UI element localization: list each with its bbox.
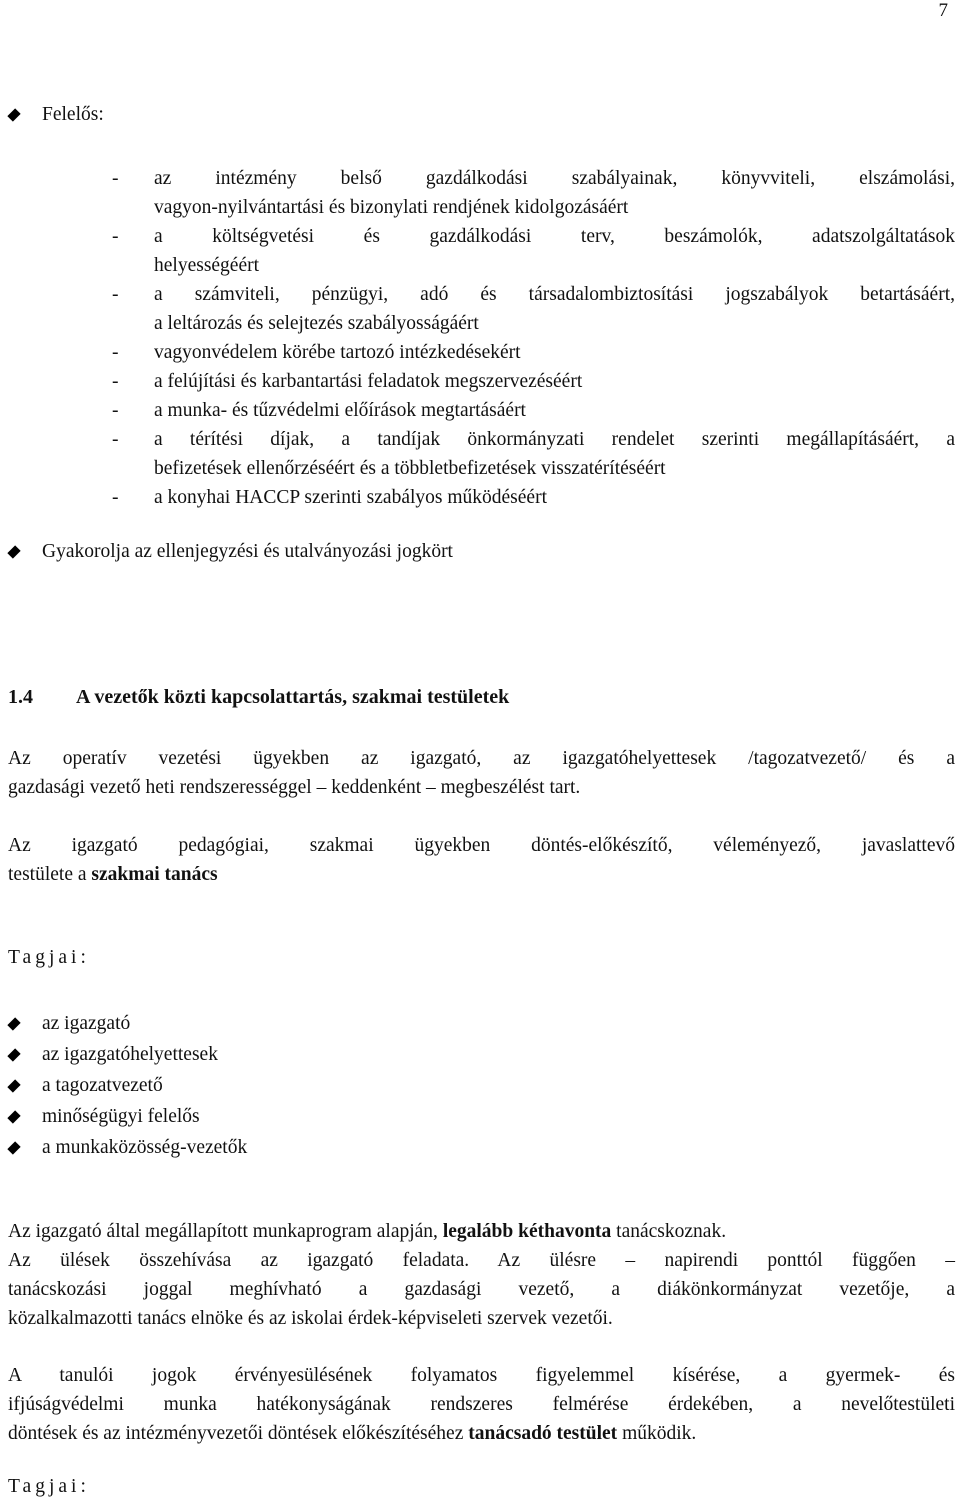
members-label-2: Tagjai: <box>8 1476 90 1497</box>
authority-line <box>8 541 453 563</box>
bold-term: legalább kéthavonta <box>442 1221 612 1242</box>
list-item: - a felújítási és karbantartási feladatok megszervezéséért <box>112 367 955 396</box>
list-item-continuation: befizetések ellenőrzéséért és a többletbefizetések visszatérítéséért <box>154 458 666 479</box>
list-item-continuation: helyességéért <box>154 255 260 276</box>
list-item: - az intézmény belső gazdálkodási szabályainak, könyvviteli, elszámolási, <box>112 164 955 193</box>
paragraph-line: Az igazgató által megállapított munkaprogram alapján, legalább kéthavonta tanácskoznak. <box>8 1221 727 1242</box>
diamond-bullet-icon <box>8 1140 20 1156</box>
paragraph-line: A tanulói jogok érvényesülésének folyamatos figyelemmel kísérése, a gyermek- és <box>8 1365 955 1386</box>
diamond-bullet-icon <box>8 107 20 123</box>
section-heading <box>8 686 509 709</box>
paragraph-line: gazdasági vezető heti rendszerességgel – keddenként – megbeszélést tart. <box>8 777 581 798</box>
member-list <box>8 1008 247 1163</box>
member-item: a munkaközösség-vezetők <box>8 1132 247 1163</box>
section-number: 1.4 <box>8 686 33 708</box>
list-item-continuation: vagyon-nyilvántartási és bizonylati rendjének kidolgozásáért <box>154 197 629 218</box>
diamond-bullet-icon <box>8 1047 20 1063</box>
paragraph-operative <box>8 744 955 802</box>
list-item: - a konyhai HACCP szerinti szabályos működéséért <box>112 483 955 512</box>
responsible-label-line <box>8 104 104 126</box>
paragraph-line: tanácskozási joggal meghívható a gazdasági vezető, a diákönkormányzat vezetője, a <box>8 1279 955 1300</box>
diamond-bullet-icon <box>8 544 20 560</box>
paragraph-line: döntések és az intézményvezetői döntések előkészítéséhez tanácsadó testület működik. <box>8 1423 697 1444</box>
diamond-bullet-icon <box>8 1109 20 1125</box>
diamond-bullet-icon <box>8 1016 20 1032</box>
list-item: - a költségvetési és gazdálkodási terv, beszámolók, adatszolgáltatások <box>112 222 955 251</box>
authority-text: Gyakorolja az ellenjegyzési és utalványozási jogkört <box>42 541 453 562</box>
member-item: az igazgató <box>8 1008 247 1039</box>
paragraph-line: közalkalmazotti tanács elnöke és az iskolai érdek-képviseleti szervek vezetői. <box>8 1308 613 1329</box>
list-item-continuation: a leltározás és selejtezés szabályosságáért <box>154 313 479 334</box>
paragraph-line: ifjúságvédelmi munka hatékonyságának rendszeres felmérése érdekében, a nevelőtestületi <box>8 1394 955 1415</box>
responsibility-list <box>112 164 955 512</box>
list-item: - a térítési díjak, a tandíjak önkormányzati rendelet szerinti megállapításáért, a <box>112 425 955 454</box>
diamond-bullet-icon <box>8 1078 20 1094</box>
paragraph-advisory-body <box>8 1361 955 1448</box>
page-number: 7 <box>938 0 948 21</box>
section-title: A vezetők közti kapcsolattartás, szakmai testületek <box>76 686 510 708</box>
paragraph-meetings <box>8 1217 955 1333</box>
bold-term: tanácsadó testület <box>468 1423 618 1444</box>
paragraph-line: testülete a szakmai tanács <box>8 864 218 885</box>
paragraph-professional-council <box>8 831 955 889</box>
responsible-label: Felelős: <box>42 104 104 125</box>
bold-term: szakmai tanács <box>91 864 218 885</box>
members-label: Tagjai: <box>8 947 90 968</box>
paragraph-line: Az ülések összehívása az igazgató feladata. Az ülésre – napirendi ponttól függően – <box>8 1250 955 1271</box>
list-item: - a számviteli, pénzügyi, adó és társadalombiztosítási jogszabályok betartásáért, <box>112 280 955 309</box>
member-item: a tagozatvezető <box>8 1070 247 1101</box>
paragraph-line: Az operatív vezetési ügyekben az igazgató, az igazgatóhelyettesek /tagozatvezető/ és a <box>8 748 955 769</box>
member-item: minőségügyi felelős <box>8 1101 247 1132</box>
member-item: az igazgatóhelyettesek <box>8 1039 247 1070</box>
list-item: - vagyonvédelem körébe tartozó intézkedésekért <box>112 338 955 367</box>
list-item: - a munka- és tűzvédelmi előírások megtartásáért <box>112 396 955 425</box>
paragraph-line: Az igazgató pedagógiai, szakmai ügyekben döntés-előkészítő, véleményező, javaslattevő <box>8 835 955 856</box>
